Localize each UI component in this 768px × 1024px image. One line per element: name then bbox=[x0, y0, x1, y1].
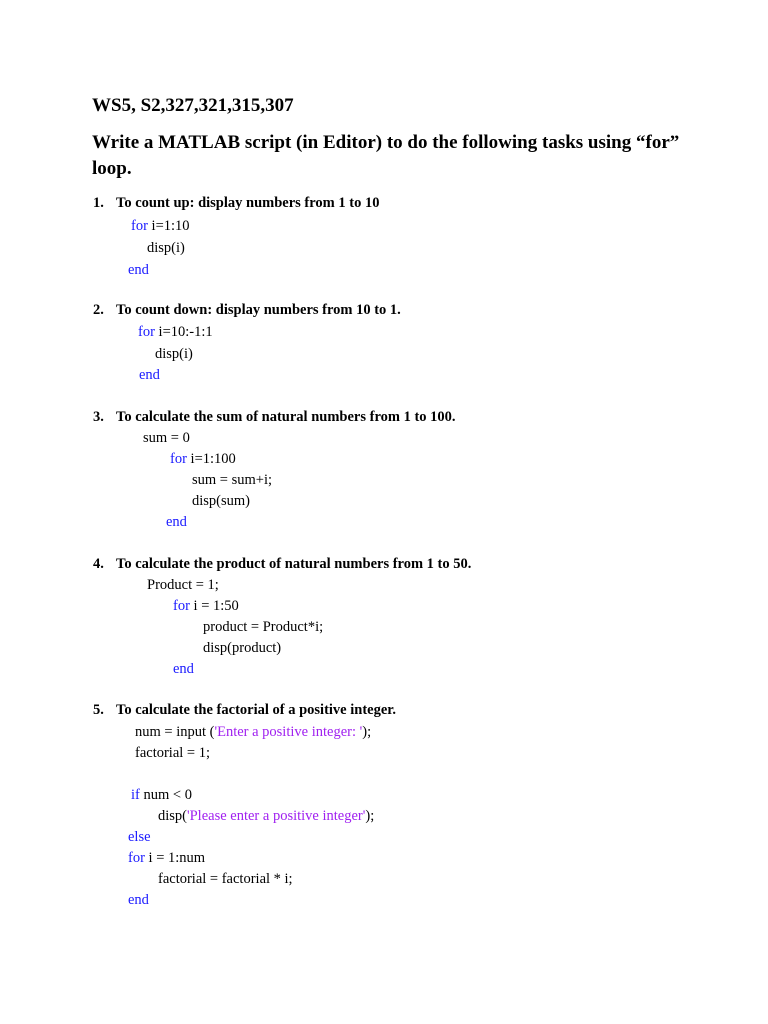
code-line: disp(i) bbox=[147, 240, 185, 256]
task-title: To calculate the sum of natural numbers from 1 to 100. bbox=[116, 409, 456, 425]
task-title: To count up: display numbers from 1 to 10 bbox=[116, 195, 380, 211]
code-line: disp(i) bbox=[155, 346, 193, 362]
code-keyword: end bbox=[128, 262, 149, 278]
task-number: 5. bbox=[93, 702, 104, 718]
code-text: disp( bbox=[158, 808, 187, 824]
code-line bbox=[131, 218, 190, 235]
code-text: i=1:10 bbox=[147, 218, 190, 234]
code-string: 'Please enter a positive integer' bbox=[187, 808, 366, 824]
code-keyword: end bbox=[166, 514, 187, 530]
code-line: disp(sum) bbox=[192, 493, 250, 509]
code-text: ); bbox=[365, 808, 375, 824]
code-keyword: for bbox=[138, 324, 155, 340]
document-header: WS5, S2,327,321,315,307 bbox=[92, 95, 294, 116]
code-line: factorial = factorial * i; bbox=[158, 871, 293, 887]
code-line bbox=[173, 598, 239, 615]
code-line bbox=[170, 451, 236, 468]
code-keyword: end bbox=[173, 661, 194, 677]
code-text: num < 0 bbox=[139, 787, 192, 803]
code-line: Product = 1; bbox=[147, 577, 219, 593]
code-keyword: for bbox=[131, 218, 148, 234]
code-line: factorial = 1; bbox=[135, 745, 211, 761]
code-keyword: for bbox=[128, 850, 145, 866]
code-line bbox=[131, 787, 192, 804]
code-text: i = 1:num bbox=[144, 850, 206, 866]
code-keyword: end bbox=[139, 367, 160, 383]
code-line: sum = sum+i; bbox=[192, 472, 273, 488]
code-line bbox=[138, 324, 213, 341]
code-line bbox=[158, 808, 374, 825]
task-title: To count down: display numbers from 10 to 1. bbox=[116, 302, 401, 318]
code-text: i=1:100 bbox=[186, 451, 236, 467]
task-title: To calculate the product of natural numbers from 1 to 50. bbox=[116, 556, 472, 572]
code-keyword: else bbox=[128, 829, 151, 845]
task-number: 3. bbox=[93, 409, 104, 425]
intro-line-1: Write a MATLAB script (in Editor) to do the following tasks using “for” bbox=[92, 132, 680, 153]
code-line: disp(product) bbox=[203, 640, 282, 656]
code-string: 'Enter a positive integer: ' bbox=[214, 724, 363, 740]
code-text: i=10:-1:1 bbox=[154, 324, 213, 340]
code-text: i = 1:50 bbox=[189, 598, 239, 614]
code-keyword: for bbox=[173, 598, 190, 614]
task-title: To calculate the factorial of a positive integer. bbox=[116, 702, 397, 718]
code-keyword: if bbox=[131, 787, 140, 803]
code-text: ); bbox=[362, 724, 372, 740]
code-keyword: for bbox=[170, 451, 187, 467]
code-line: sum = 0 bbox=[143, 430, 190, 446]
task-number: 4. bbox=[93, 556, 104, 572]
task-number: 1. bbox=[93, 195, 104, 211]
code-line bbox=[135, 724, 371, 741]
code-line bbox=[128, 850, 205, 867]
task-number: 2. bbox=[93, 302, 104, 318]
code-keyword: end bbox=[128, 892, 149, 908]
intro-line-2: loop. bbox=[92, 158, 132, 179]
code-text: num = input ( bbox=[135, 724, 215, 740]
code-line: product = Product*i; bbox=[203, 619, 324, 635]
